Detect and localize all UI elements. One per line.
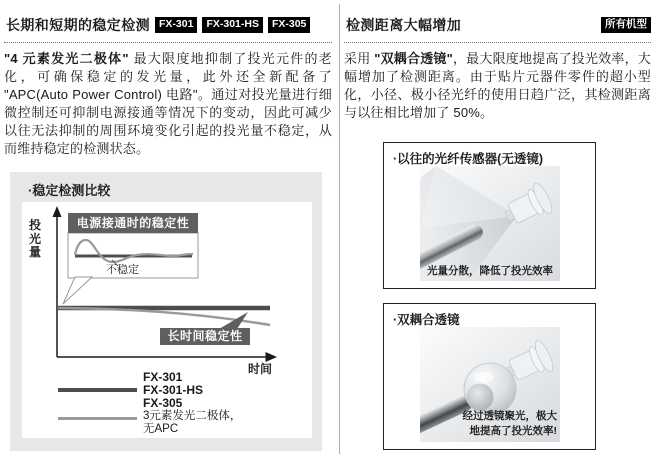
left-section-header	[4, 0, 332, 43]
legend-label-no-apc: 无APC	[143, 423, 179, 435]
fiber-photo-dual-lens	[420, 327, 560, 442]
y-axis-label: 投光量	[29, 218, 42, 259]
y-axis-arrow-icon	[53, 206, 62, 217]
photo-caption-dual-lens-line2: 地提高了投光效率!	[469, 425, 557, 437]
inset-title: 电源接通时的稳定性	[68, 213, 198, 233]
x-axis-label: 时间	[248, 362, 273, 376]
feature-box-dual-lens-title: ·双耦合透镜	[393, 313, 460, 327]
feature-box-no-lens-title: ·以往的光纤传感器(无透镜)	[393, 152, 543, 166]
chart-canvas	[22, 202, 312, 438]
column-divider	[339, 4, 340, 454]
feature-box-dual-lens	[383, 303, 596, 450]
legend-label-fx305: FX-305	[143, 396, 183, 410]
photo-caption-dual-lens	[463, 409, 558, 439]
photo-caption-no-lens: 光量分散，降低了投光效率	[427, 265, 553, 277]
right-paragraph-bold-phrase: "双耦合透镜"	[374, 51, 453, 66]
longterm-stability-label: 长时间稳定性	[160, 328, 250, 345]
fiber-photo-no-lens	[420, 166, 560, 281]
lens-highlight	[474, 372, 494, 383]
right-paragraph-text: ，最大限度地提高了投光效率，大幅增加了检测距离。由于贴片元器件零件的超小型化，小径、极小径光纤的使用日趋广泛，其检测距离与以往相比增加了 50%。	[344, 51, 651, 120]
right-section-header	[344, 0, 651, 43]
left-section-title: 长期和短期的稳定检测	[6, 17, 150, 33]
right-column	[344, 0, 651, 122]
photo-caption-dual-lens-line1: 经过透镜聚光，极大	[462, 410, 557, 422]
right-section-title: 检测距离大幅增加	[346, 17, 462, 33]
right-body-paragraph	[344, 50, 651, 122]
legend-swatch-dark	[58, 388, 137, 392]
feature-box-no-lens	[383, 142, 596, 289]
right-paragraph-pre: 采用	[344, 51, 375, 66]
model-badge-fx301: FX-301	[155, 17, 197, 32]
legend-label-3element: 3元素发光二极体，	[143, 410, 242, 422]
left-body-paragraph	[4, 50, 332, 158]
left-paragraph-text: 最大限度地抑制了投光元件的老化，可确保稳定的发光量，此外还全新配备了 "APC(Auto Power Control) 电路"。通过对投光量进行细微控制还可抑制电源接通等情况下的变动，因此可减少以往无法抑制的周围环境变化引起的投光量不稳定，从而维持稳定的检测状态。	[4, 51, 332, 156]
left-paragraph-bold-phrase: "4 元素发光二极体"	[4, 51, 129, 66]
left-column	[4, 0, 332, 158]
model-badge-fx305: FX-305	[268, 17, 310, 32]
legend-swatch-gray	[58, 417, 137, 420]
legend-label-fx301hs: FX-301-HS	[143, 383, 204, 397]
stability-comparison-panel	[10, 172, 322, 451]
unstable-label: 不稳定	[106, 264, 139, 276]
legend-label-fx301: FX-301	[143, 370, 183, 384]
inset-callout-tail	[63, 277, 92, 304]
coupling-lens-inner	[467, 384, 494, 411]
all-models-badge: 所有机型	[601, 17, 651, 32]
model-badge-fx301hs: FX-301-HS	[202, 17, 263, 32]
chart-title: ·稳定检测比较	[28, 183, 111, 198]
